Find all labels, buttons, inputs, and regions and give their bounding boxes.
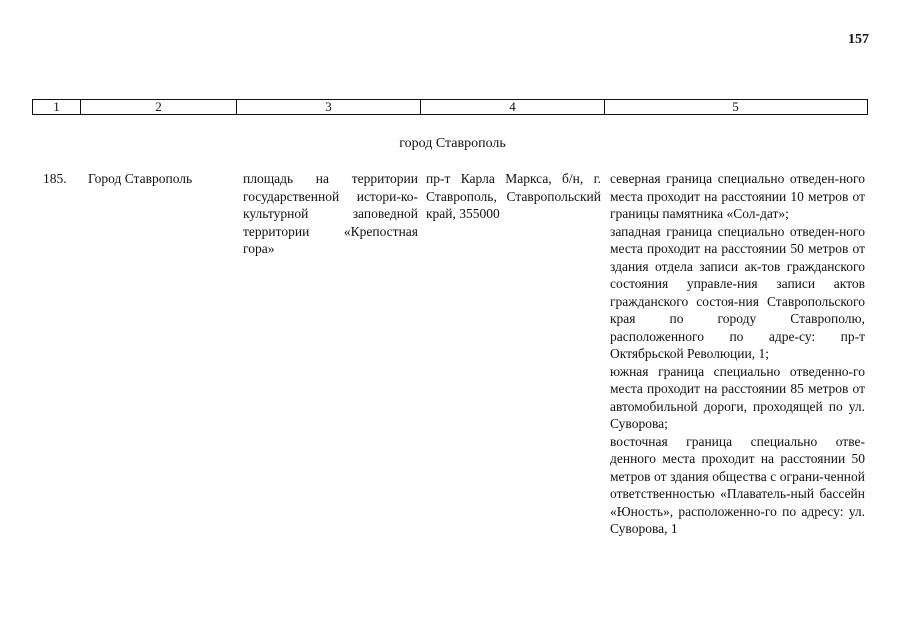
- row-number: 185.: [43, 171, 67, 186]
- boundary-east: восточная граница специально отве-денного места проходит на расстоянии 50 метров от здания общества с ограни-ченной ответственностью «Плаватель-ный бассейн «Юность», расположенно-го по адресу: ул. Суворова, 1: [610, 433, 865, 536]
- table-header-row: [32, 99, 868, 115]
- page-number: 157: [848, 32, 869, 47]
- row-address: пр-т Карла Маркса, б/н, г. Ставрополь, Ставропольский край, 355000: [426, 171, 601, 221]
- boundary-south: южная граница специально отведенно-го места проходит на расстоянии 85 метров от автомобильной дороги, проходящей по ул. Суворова;: [610, 363, 865, 431]
- boundary-west: западная граница специально отведен-ного места проходит на расстоянии 50 метров от здания отдела записи ак-тов гражданского состояния управле-ния записи актов гражданского состоя-ния Ставропольского края по городу Ставрополю, расположенного по адре-су: пр-т Октябрьской Революции, 1;: [610, 223, 865, 361]
- section-title: город Ставрополь: [399, 136, 506, 151]
- header-col-1: 1: [33, 100, 81, 114]
- header-col-3: 3: [237, 100, 421, 114]
- boundary-north: северная граница специально отведен-ного места проходит на расстоянии 10 метров от границы памятника «Сол-дат»;: [610, 171, 865, 221]
- header-col-4: 4: [421, 100, 605, 114]
- row-municipality: Город Ставрополь: [88, 171, 193, 186]
- header-col-2: 2: [81, 100, 237, 114]
- row-place: площадь на территории государственной истори-ко-культурной заповедной территории «Крепостная гора»: [243, 171, 418, 256]
- row-boundaries: [610, 170, 865, 538]
- header-col-5: 5: [732, 99, 739, 114]
